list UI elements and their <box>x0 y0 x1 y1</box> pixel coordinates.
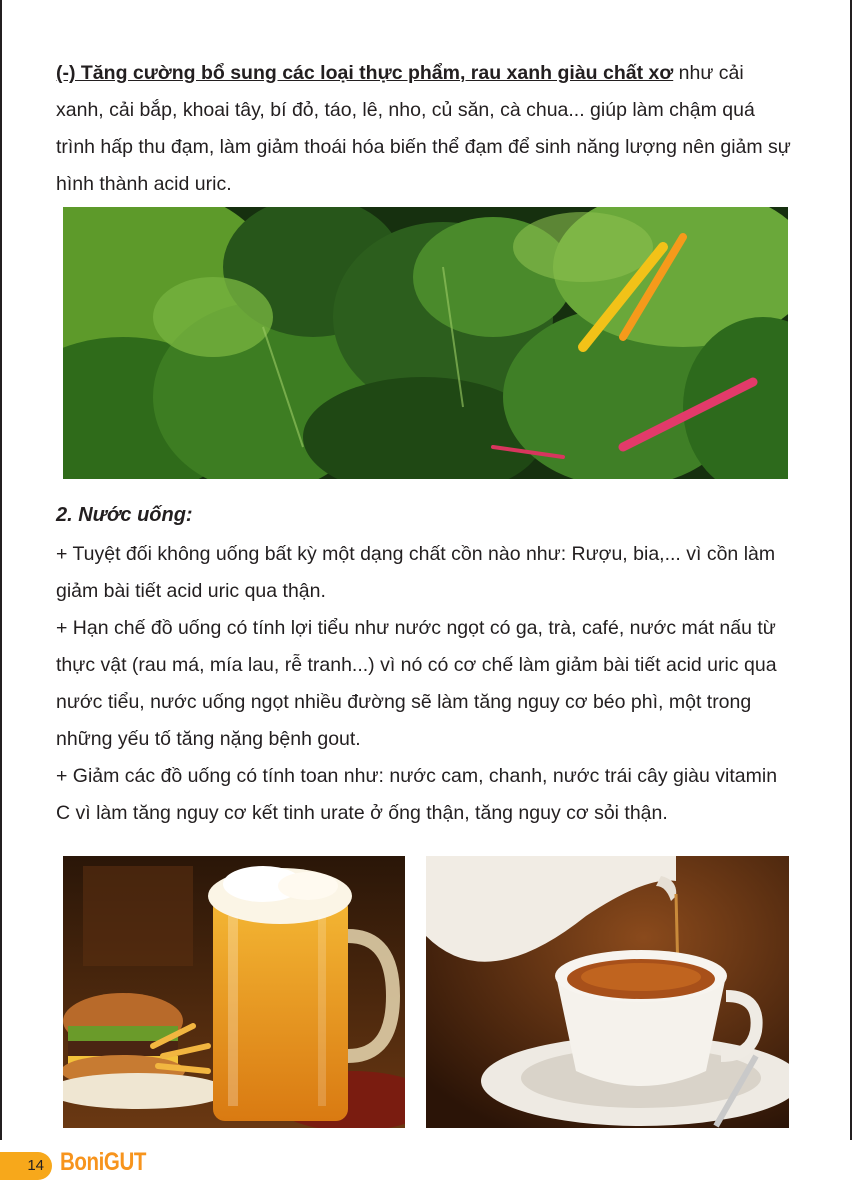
page-number: 14 <box>0 1152 52 1180</box>
fiber-paragraph <box>56 55 796 203</box>
page-border-left <box>0 0 2 1140</box>
leafy-greens-photo <box>63 207 788 479</box>
brand-logo: BoniGUT <box>60 1148 146 1176</box>
drinks-list <box>56 536 796 832</box>
drinks-item-acidic: + Giảm các đồ uống có tính toan như: nước cam, chanh, nước trái cây giàu vitamin C vì làm tăng nguy cơ kết tinh urate ở ống thận, tăng nguy cơ sỏi thận. <box>56 765 778 824</box>
drinks-item-diuretic: + Hạn chế đồ uống có tính lợi tiểu như nước ngọt có ga, trà, café, nước mát nấu từ thực vật (rau má, mía lau, rễ tranh...) vì nó có cơ chế làm giảm bài tiết acid uric qua nước tiểu, nước uống ngọt nhiều đường sẽ làm tăng nguy cơ béo phì, một trong những yếu tố tăng nặng bệnh gout. <box>56 617 777 750</box>
fiber-lead: (-) Tăng cường bổ sung các loại thực phẩm, rau xanh giàu chất xơ <box>56 62 674 84</box>
tea-cup-photo <box>426 856 789 1128</box>
drinks-heading: 2. Nước uống: <box>56 504 193 526</box>
fiber-text: như cải xanh, cải bắp, khoai tây, bí đỏ, táo, lê, nho, củ săn, cà chua... giúp làm chậm quá trình hấp thu đạm, làm giảm thoái hóa biến thể đạm để sinh năng lượng nên giảm sự hình thành acid uric. <box>56 62 791 195</box>
drinks-item-alcohol: + Tuyệt đối không uống bất kỳ một dạng chất cồn nào như: Rượu, bia,... vì cồn làm giảm bài tiết acid uric qua thận. <box>56 543 776 602</box>
beer-burger-photo <box>63 856 405 1128</box>
